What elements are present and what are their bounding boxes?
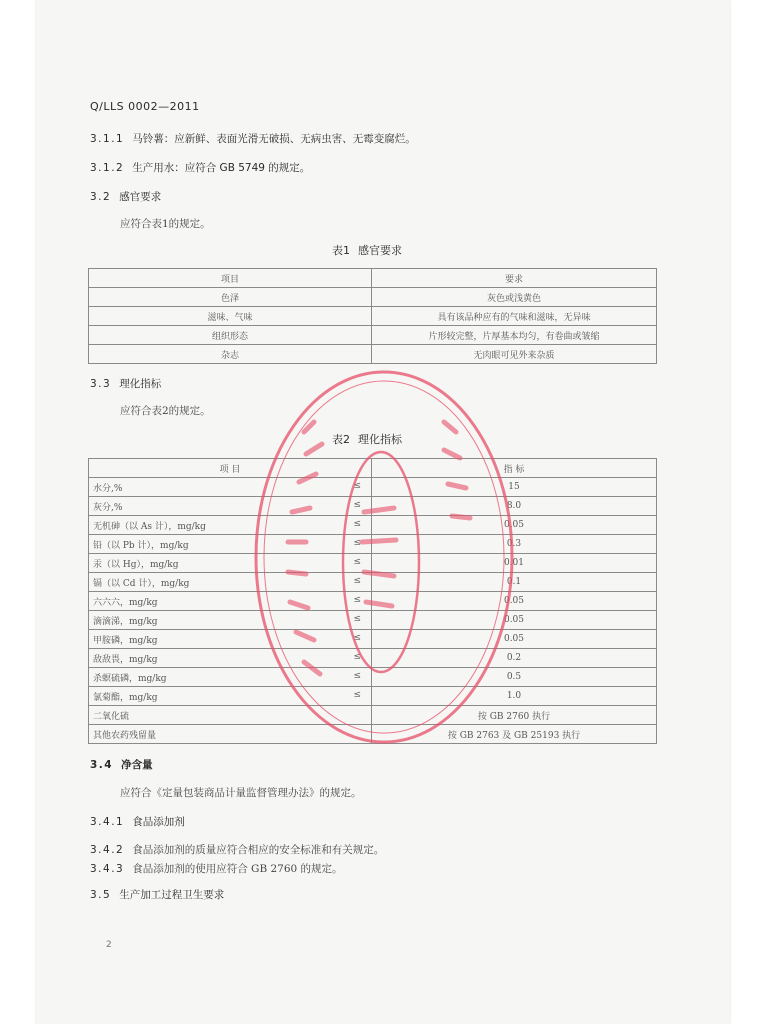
clause-number: 3.1.2 — [90, 162, 125, 174]
section-number: 3.4 — [90, 759, 114, 771]
item-label: 甲胺磷，mg/kg — [93, 635, 158, 646]
table-cell-item — [89, 687, 372, 706]
table-row — [89, 288, 657, 307]
table-row — [89, 497, 657, 516]
table1-sensory — [88, 268, 657, 364]
table-cell: 组织形态 — [89, 326, 372, 345]
table-cell-value: 0.01 — [372, 554, 657, 573]
table-header-row — [89, 269, 657, 288]
clause-3-4-1 — [90, 815, 185, 829]
table-cell-item — [89, 516, 372, 535]
clause-text: 生产用水：应符合 GB 5749 的规定。 — [132, 162, 311, 174]
table-cell-value: 0.3 — [372, 535, 657, 554]
table-cell-item — [89, 649, 372, 668]
table-cell: 滋味、气味 — [89, 307, 372, 326]
table1-caption-title: 感官要求 — [358, 244, 402, 257]
table-cell-value: 8.0 — [372, 497, 657, 516]
table-cell-value: 0.05 — [372, 592, 657, 611]
item-label: 杀螟硫磷，mg/kg — [93, 673, 167, 684]
section-title: 净含量 — [121, 759, 153, 771]
table-row — [89, 630, 657, 649]
comparison-symbol: ≤ — [353, 537, 361, 548]
item-label: 铅（以 Pb 计），mg/kg — [93, 540, 189, 551]
comparison-symbol: ≤ — [353, 613, 361, 624]
table-cell-item — [89, 478, 372, 497]
clause-3-4-3 — [90, 862, 343, 876]
section-3-2-heading — [90, 190, 161, 204]
table-row — [89, 573, 657, 592]
comparison-symbol: ≤ — [353, 480, 361, 491]
comparison-symbol: ≤ — [353, 499, 361, 510]
table-row — [89, 611, 657, 630]
section-number: 3.2 — [90, 191, 112, 203]
page-number: 2 — [106, 940, 112, 950]
clause-3-1-1 — [90, 132, 416, 146]
clause-text: 食品添加剂的使用应符合 GB 2760 的规定。 — [132, 863, 343, 875]
table-cell: 片形较完整，片厚基本均匀，有卷曲或皱缩 — [372, 326, 657, 345]
section-3-3-paragraph: 应符合表2的规定。 — [120, 405, 211, 417]
item-label: 六六六，mg/kg — [93, 597, 158, 608]
table2-physicochemical — [88, 458, 657, 744]
item-label: 镉（以 Cd 计），mg/kg — [93, 578, 190, 589]
item-label: 氯菊酯，mg/kg — [93, 692, 158, 703]
table-cell: 杂志 — [89, 345, 372, 364]
table2-caption — [332, 433, 402, 447]
comparison-symbol: ≤ — [353, 670, 361, 681]
document-id: Q/LLS 0002—2011 — [90, 100, 200, 113]
item-label: 敌敌畏，mg/kg — [93, 654, 158, 665]
clause-number: 3.4.2 — [90, 844, 125, 856]
table-cell: 具有该品种应有的气味和滋味，无异味 — [372, 307, 657, 326]
table-cell-item — [89, 592, 372, 611]
table-cell-value: 0.5 — [372, 668, 657, 687]
table2-caption-title: 理化指标 — [358, 433, 402, 446]
table-row — [89, 554, 657, 573]
comparison-symbol: ≤ — [353, 651, 361, 662]
comparison-symbol: ≤ — [353, 594, 361, 605]
section-title: 理化指标 — [119, 378, 162, 390]
clause-text: 食品添加剂 — [132, 816, 185, 828]
table-cell-value: 0.1 — [372, 573, 657, 592]
table-cell: 色泽 — [89, 288, 372, 307]
item-label: 水分,% — [93, 483, 123, 494]
table-row — [89, 725, 657, 744]
table1-caption-number: 表1 — [332, 244, 350, 257]
table-header-row — [89, 459, 657, 478]
comparison-symbol: ≤ — [353, 556, 361, 567]
table1-caption — [332, 244, 402, 258]
item-label: 汞（以 Hg），mg/kg — [93, 559, 179, 570]
clause-3-4-2 — [90, 843, 384, 857]
comparison-symbol: ≤ — [353, 575, 361, 586]
table-row — [89, 345, 657, 364]
item-label: 其他农药残留量 — [93, 730, 157, 741]
table-row — [89, 592, 657, 611]
comparison-symbol: ≤ — [353, 689, 361, 700]
section-number: 3.5 — [90, 889, 112, 901]
section-number: 3.3 — [90, 378, 112, 390]
item-label: 滴滴涕，mg/kg — [93, 616, 158, 627]
comparison-symbol: ≤ — [353, 632, 361, 643]
section-3-4-heading — [90, 758, 153, 772]
table-row — [89, 706, 657, 725]
table-row — [89, 687, 657, 706]
table-cell: 无肉眼可见外来杂质 — [372, 345, 657, 364]
section-3-4-paragraph: 应符合《定量包装商品计量监督管理办法》的规定。 — [120, 787, 362, 799]
section-3-5-heading — [90, 888, 224, 902]
section-3-2-paragraph: 应符合表1的规定。 — [120, 218, 211, 230]
table-row — [89, 326, 657, 345]
section-title: 感官要求 — [119, 191, 162, 203]
clause-text: 马铃薯：应新鲜、表面光滑无破损、无病虫害、无霉变腐烂。 — [132, 133, 416, 145]
table-cell-item — [89, 554, 372, 573]
table-header-cell: 项目 — [89, 269, 372, 288]
table-cell-value: 0.05 — [372, 630, 657, 649]
table-row — [89, 649, 657, 668]
table-cell: 灰色或浅黄色 — [372, 288, 657, 307]
table-row — [89, 307, 657, 326]
table-cell-value: 1.0 — [372, 687, 657, 706]
table-row — [89, 516, 657, 535]
table2-body — [89, 478, 657, 744]
section-title: 生产加工过程卫生要求 — [119, 889, 225, 901]
document-page — [36, 0, 730, 1024]
table-cell-item — [89, 706, 372, 725]
table-row — [89, 668, 657, 687]
table-header-cell: 指 标 — [372, 459, 657, 478]
clause-number: 3.1.1 — [90, 133, 125, 145]
table-cell-item — [89, 535, 372, 554]
table-cell-value: 0.05 — [372, 611, 657, 630]
table-cell-item — [89, 725, 372, 744]
table-cell-value: 15 — [372, 478, 657, 497]
clause-text: 食品添加剂的质量应符合相应的安全标准和有关规定。 — [132, 844, 385, 856]
table-cell-item — [89, 573, 372, 592]
table-cell-value: 0.05 — [372, 516, 657, 535]
table2-caption-number: 表2 — [332, 433, 350, 446]
table-header-cell: 要求 — [372, 269, 657, 288]
item-label: 二氧化硫 — [93, 711, 130, 722]
clause-3-1-2 — [90, 161, 310, 175]
table-cell-item — [89, 611, 372, 630]
clause-number: 3.4.3 — [90, 863, 125, 875]
comparison-symbol: ≤ — [353, 518, 361, 529]
table-cell-value: 按 GB 2763 及 GB 25193 执行 — [372, 725, 657, 744]
item-label: 灰分,% — [93, 502, 123, 513]
table-cell-item — [89, 497, 372, 516]
clause-number: 3.4.1 — [90, 816, 125, 828]
table-row — [89, 535, 657, 554]
table-header-cell: 项 目 — [89, 459, 372, 478]
table-cell-value: 按 GB 2760 执行 — [372, 706, 657, 725]
table-row — [89, 478, 657, 497]
section-3-3-heading — [90, 377, 161, 391]
table-cell-item — [89, 630, 372, 649]
table-cell-value: 0.2 — [372, 649, 657, 668]
table-cell-item — [89, 668, 372, 687]
item-label: 无机砷（以 As 计），mg/kg — [93, 521, 206, 532]
